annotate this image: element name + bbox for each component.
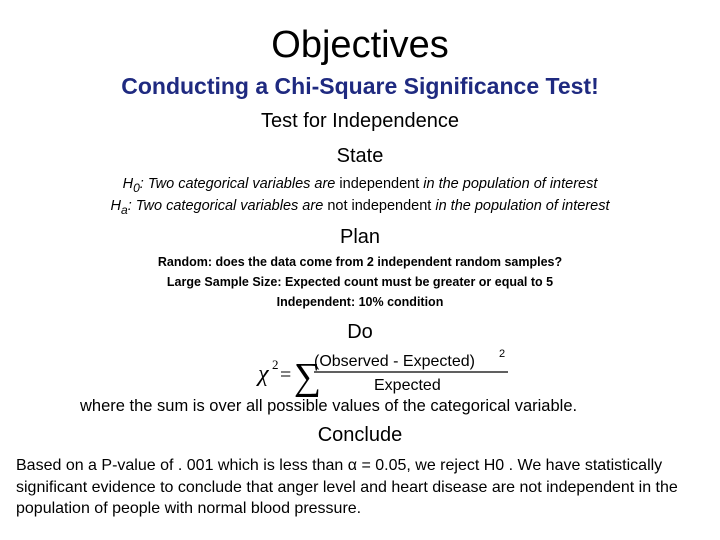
h0-symbol: H	[122, 176, 134, 192]
chi-square-formula	[78, 345, 638, 415]
plan-line-random: Random: does the data come from 2 independent random samples?	[157, 255, 563, 269]
formula-numerator: (Observed - Expected)	[314, 353, 475, 370]
formula-note: where the sum is over all possible values of the categorical variable.	[80, 397, 578, 415]
slide-subtitle: Conducting a Chi-Square Significance Test!	[121, 73, 599, 99]
chi-power: 2	[272, 357, 279, 372]
alternative-hypothesis	[0, 195, 720, 221]
conclusion-text: Based on a P-value of . 001 which is less than α = 0.05, we reject H0 . We have statistically significant evidence to conclude that anger level and heart disease are not independent in the population of people with normal blood pressure.	[16, 457, 678, 517]
ha-subscript: a	[120, 202, 128, 217]
numerator-power: 2	[499, 348, 506, 360]
h0-text-post: in the population of interest	[419, 176, 598, 192]
ha-text-post: in the population of interest	[431, 198, 610, 214]
test-type-heading: Test for Independence	[261, 110, 459, 132]
conclude-heading: Conclude	[317, 424, 403, 446]
ha-text-pre: : Two categorical variables are	[127, 198, 328, 214]
state-heading: State	[336, 145, 384, 167]
slide-title: Objectives	[271, 24, 449, 66]
sigma-symbol: ∑	[294, 356, 322, 398]
ha-emphasis: not independent	[327, 198, 432, 214]
ha-symbol: H	[110, 198, 121, 214]
equals-sign: =	[280, 364, 292, 386]
plan-line-independent: Independent: 10% condition	[276, 295, 444, 309]
formula-denominator: Expected	[374, 377, 441, 394]
h0-text-pre: : Two categorical variables are	[139, 176, 340, 192]
h0-emphasis: independent	[339, 176, 420, 192]
do-heading: Do	[347, 321, 373, 343]
plan-line-large-sample: Large Sample Size: Expected count must be greater or equal to 5	[166, 275, 554, 289]
chi-symbol: χ	[258, 361, 269, 387]
plan-heading: Plan	[339, 226, 381, 248]
h0-subscript: 0	[133, 180, 140, 195]
